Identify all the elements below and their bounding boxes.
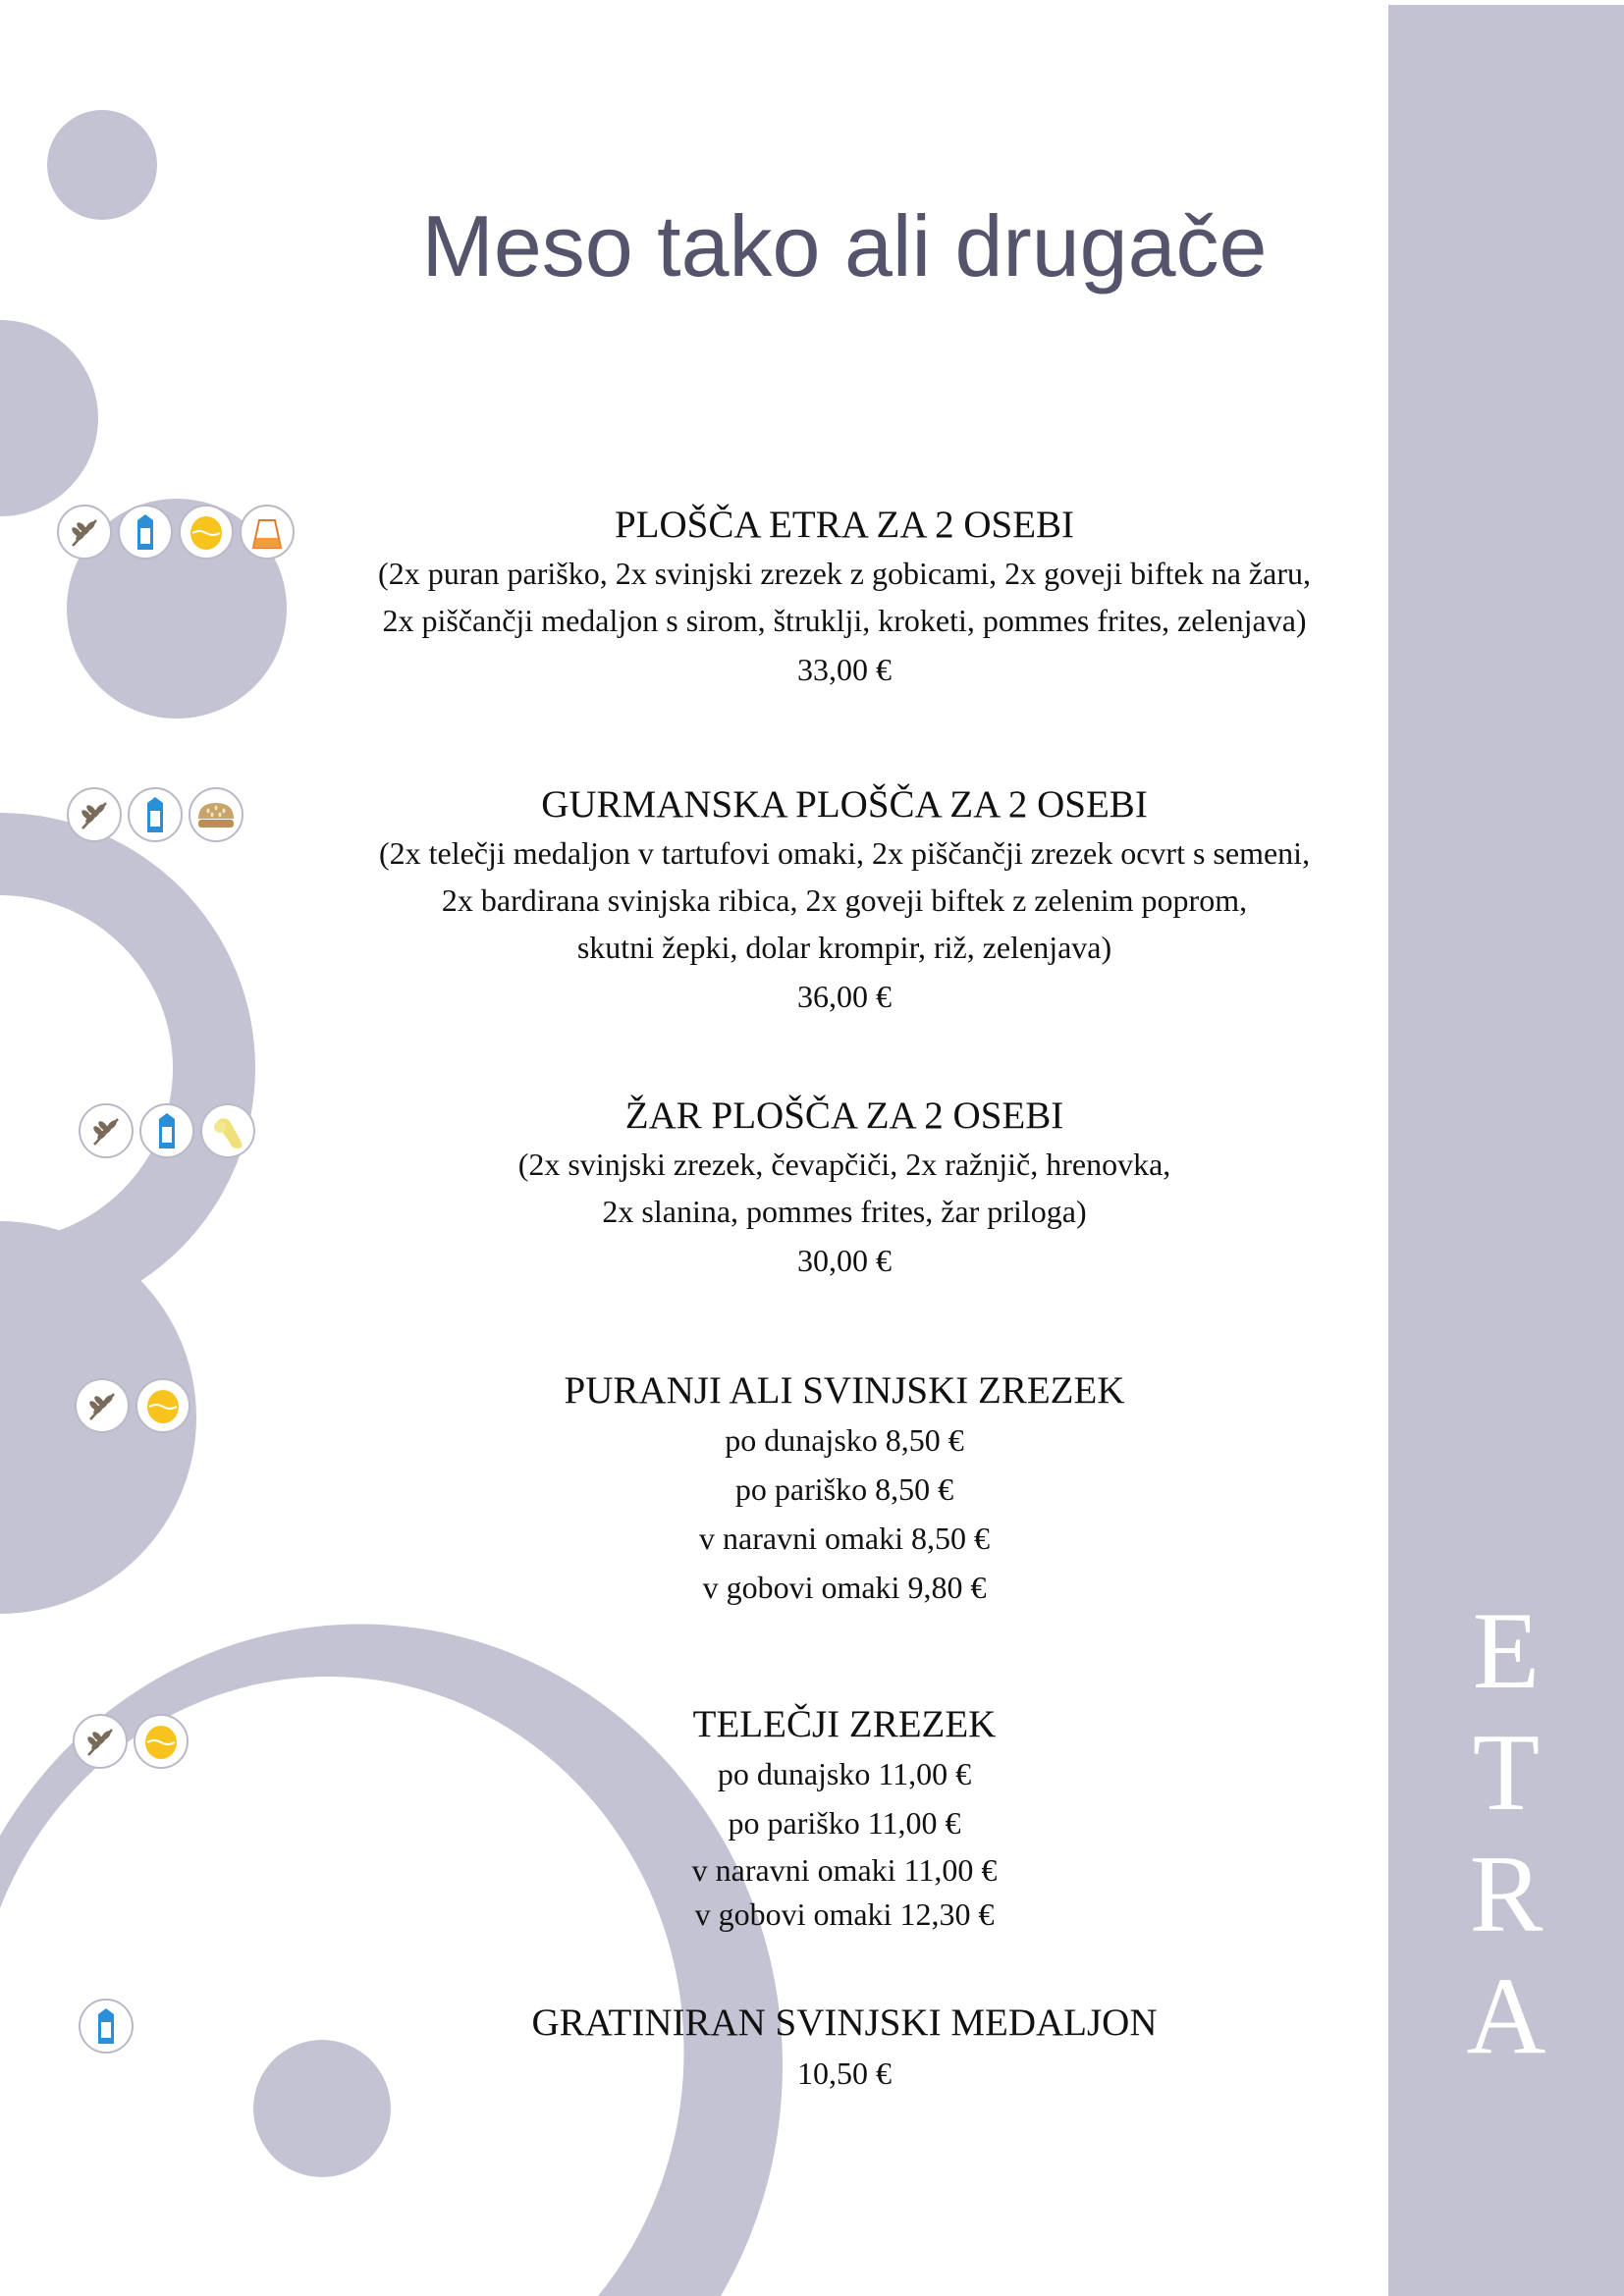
milk-icon [118, 505, 173, 560]
menu-item-gurmanska-plosca [295, 780, 1394, 1022]
menu-item-price: 36,00 € [797, 979, 892, 1014]
wheat-icon [67, 787, 122, 842]
menu-item-puranji-zrezek [295, 1366, 1394, 1612]
menu-item-zar-plosca [295, 1092, 1394, 1286]
page-title: Meso tako ali drugače [421, 197, 1268, 294]
milk-icon [139, 1103, 194, 1158]
menu-item-price: 10,50 € [797, 2056, 892, 2091]
menu-item-option: v naravni omaki 11,00 € [691, 1852, 998, 1888]
menu-item-desc: 2x piščančji medaljon s sirom, štruklji, kroketi, pommes frites, zelenjava) [382, 603, 1307, 638]
menu-item-price: 30,00 € [797, 1243, 892, 1278]
milk-icon [79, 1999, 134, 2054]
menu-item-desc: (2x svinjski zrezek, čevapčiči, 2x ražnjič, hrenovka, [517, 1147, 1171, 1182]
menu-item-desc: 2x slanina, pommes frites, žar priloga) [602, 1194, 1087, 1229]
sesame-icon [189, 787, 244, 842]
menu-item-option: po pariško 8,50 € [734, 1471, 954, 1507]
egg-icon [179, 505, 234, 560]
menu-item-name: PURANJI ALI SVINJSKI ZREZEK [564, 1369, 1125, 1412]
menu-item-name: TELEČJI ZREZEK [692, 1703, 997, 1745]
mustard-icon [200, 1103, 255, 1158]
egg-icon [135, 1378, 190, 1433]
menu-item-telecji-zrezek [295, 1700, 1394, 1936]
menu-item-option: po dunajsko 11,00 € [717, 1756, 972, 1791]
brand-letter-r: R [1469, 1834, 1543, 1955]
menu-item-price: 33,00 € [797, 652, 892, 687]
brand-vertical [1388, 1590, 1624, 2077]
menu-item-name: GRATINIRAN SVINJSKI MEDALJON [531, 2002, 1158, 2044]
menu-item-desc: (2x puran pariško, 2x svinjski zrezek z gobicami, 2x goveji biftek na žaru, [378, 556, 1311, 591]
menu-item-name: GURMANSKA PLOŠČA ZA 2 OSEBI [541, 783, 1148, 826]
menu-item-name: PLOŠČA ETRA ZA 2 OSEBI [614, 504, 1075, 546]
egg-icon [134, 1714, 189, 1769]
menu-item-plosca-etra [295, 501, 1394, 695]
menu-item-option: v gobovi omaki 9,80 € [702, 1570, 987, 1605]
wheat-icon [75, 1378, 130, 1433]
sulphite-icon [240, 505, 295, 560]
menu-item-name: ŽAR PLOŠČA ZA 2 OSEBI [624, 1095, 1064, 1137]
milk-icon [128, 787, 183, 842]
wheat-icon [79, 1103, 134, 1158]
menu-item-desc: (2x telečji medaljon v tartufovi omaki, 2x piščančji zrezek ocvrt s semeni, [378, 835, 1311, 871]
brand-letter-t: T [1472, 1712, 1541, 1834]
menu-item-desc: skutni žepki, dolar krompir, riž, zelenjava) [576, 930, 1112, 965]
brand-letter-e: E [1472, 1590, 1541, 1712]
deco-circle-top [47, 110, 157, 220]
menu-item-option: v naravni omaki 8,50 € [699, 1521, 990, 1556]
menu-item-option: po dunajsko 8,50 € [725, 1422, 964, 1458]
menu-item-option: po pariško 11,00 € [728, 1805, 961, 1841]
menu-item-option: v gobovi omaki 12,30 € [694, 1896, 995, 1932]
menu-item-gratiniran-medaljon [295, 1999, 1394, 2099]
wheat-icon [73, 1714, 128, 1769]
brand-letter-a: A [1466, 1955, 1546, 2077]
deco-half-circle-left-1 [0, 320, 98, 516]
wheat-icon [57, 505, 112, 560]
menu-item-desc: 2x bardirana svinjska ribica, 2x goveji biftek z zelenim poprom, [441, 882, 1248, 918]
